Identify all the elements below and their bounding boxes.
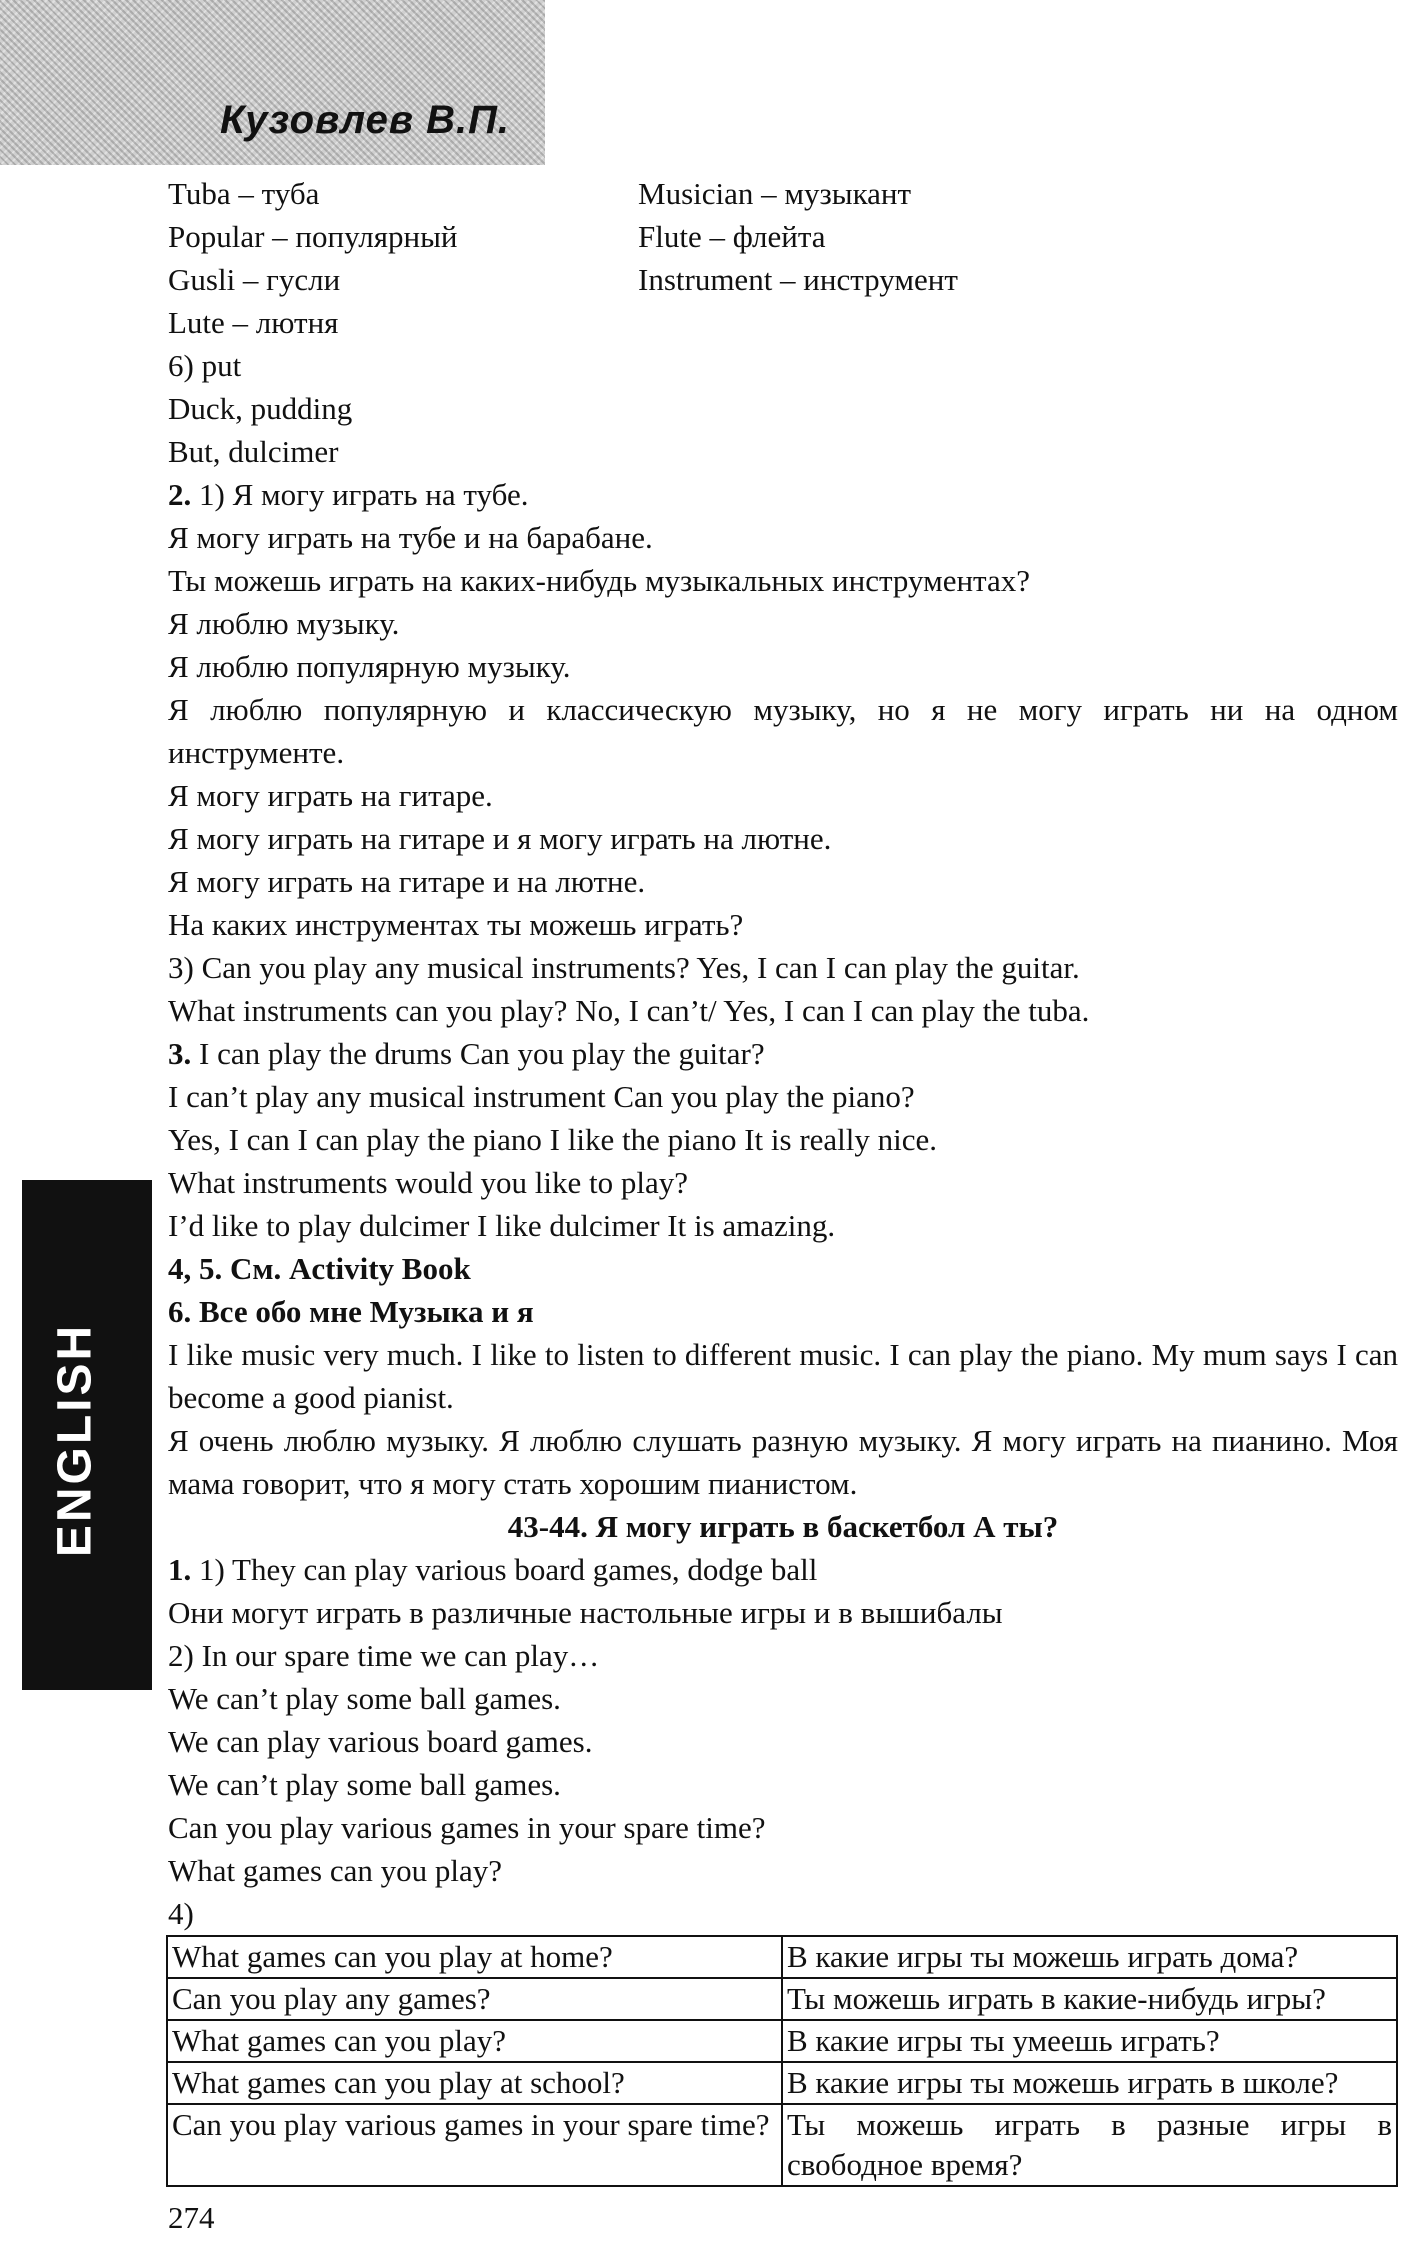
table-row xyxy=(167,1936,1397,1978)
page-number: 274 xyxy=(168,2200,215,2235)
text-line: Я могу играть на гитаре. xyxy=(168,778,493,813)
section-1-first-line xyxy=(168,1548,1398,1591)
task-number: 1. xyxy=(168,1552,192,1587)
task-number: 2. xyxy=(168,477,192,512)
text-line: Я могу играть на тубе и на барабане. xyxy=(168,520,653,555)
task-text: 1) Я могу играть на тубе. xyxy=(191,477,529,512)
table-row xyxy=(167,2020,1397,2062)
text-line: We can’t play some ball games. xyxy=(168,1767,561,1802)
text-line: 3) Can you play any musical instruments? Yes, I can I can play the guitar. xyxy=(168,950,1080,985)
vocab-item: Lute – лютня xyxy=(168,305,339,340)
text-line: На каких инструментах ты можешь играть? xyxy=(168,907,744,942)
vocab-item: Flute – флейта xyxy=(638,219,826,254)
table-row xyxy=(167,1978,1397,2020)
translation-table xyxy=(166,1935,1398,2187)
text-line: Duck, pudding xyxy=(168,391,353,426)
table-row xyxy=(167,2104,1397,2186)
task-6-heading: 6. Все обо мне Музыка и я xyxy=(168,1294,534,1329)
text-line: We can play various board games. xyxy=(168,1724,593,1759)
table-row xyxy=(167,2062,1397,2104)
vocab-item: Musician – музыкант xyxy=(638,176,912,211)
task-3-first-line xyxy=(168,1032,1398,1075)
vocab-list xyxy=(168,172,1398,344)
section-title: 43-44. Я могу играть в баскетбол А ты? xyxy=(507,1509,1059,1544)
text-line: Ты можешь играть на каких-нибудь музыкальных инструментах? xyxy=(168,563,1030,598)
text-line: I can’t play any musical instrument Can you play the piano? xyxy=(168,1079,915,1114)
text-line: What games can you play? xyxy=(168,1853,502,1888)
text-line: But, dulcimer xyxy=(168,434,339,469)
table-cell-en: What games can you play at school? xyxy=(167,2062,782,2104)
vocab-item: Tuba – туба xyxy=(168,176,320,211)
text-line: Yes, I can I can play the piano I like the piano It is really nice. xyxy=(168,1122,938,1157)
text-line: We can’t play some ball games. xyxy=(168,1681,561,1716)
side-tab-label: ENGLISH xyxy=(48,1322,102,1558)
table-cell-en: What games can you play? xyxy=(167,2020,782,2062)
task-text: 1) They can play various board games, dodge ball xyxy=(191,1552,818,1587)
text-line: 2) In our spare time we can play… xyxy=(168,1638,600,1673)
table-cell-ru: В какие игры ты можешь играть дома? xyxy=(782,1936,1397,1978)
text-line: I’d like to play dulcimer I like dulcimer It is amazing. xyxy=(168,1208,836,1243)
table-cell-en: Can you play any games? xyxy=(167,1978,782,2020)
vocab-item: Popular – популярный xyxy=(168,219,458,254)
table-cell-en: What games can you play at home? xyxy=(167,1936,782,1978)
vocab-item: Gusli – гусли xyxy=(168,262,341,297)
table-cell-ru: Ты можешь играть в разные игры в свободное время? xyxy=(782,2104,1397,2186)
task-4-5-heading: 4, 5. См. Activity Book xyxy=(168,1251,471,1286)
text-paragraph-ru: Я очень люблю музыку. Я люблю слушать разную музыку. Я могу играть на пианино. Моя мама говорит, что я могу стать хорошим пианистом. xyxy=(168,1423,1398,1501)
text-line: Я могу играть на гитаре и я могу играть на лютне. xyxy=(168,821,832,856)
text-line: 6) put xyxy=(168,348,242,383)
task-text: I can play the drums Can you play the guitar? xyxy=(191,1036,765,1071)
text-paragraph-en: I like music very much. I like to listen to different music. I can play the piano. My mum says I can become a good pianist. xyxy=(168,1337,1398,1415)
task-number: 3. xyxy=(168,1036,192,1071)
table-cell-en: Can you play various games in your spare time? xyxy=(167,2104,782,2186)
text-paragraph: Я люблю популярную и классическую музыку, но я не могу играть ни на одном инструменте. xyxy=(168,692,1398,770)
text-line: What instruments would you like to play? xyxy=(168,1165,689,1200)
page-content xyxy=(168,172,1398,2187)
vocab-item: Instrument – инструмент xyxy=(638,262,958,297)
text-line: Они могут играть в различные настольные игры и в вышибалы xyxy=(168,1595,1003,1630)
table-cell-ru: В какие игры ты умеешь играть? xyxy=(782,2020,1397,2062)
table-cell-ru: В какие игры ты можешь играть в школе? xyxy=(782,2062,1397,2104)
text-line: Я люблю музыку. xyxy=(168,606,400,641)
text-line: 4) xyxy=(168,1896,194,1931)
text-line: What instruments can you play? No, I can’t/ Yes, I can I can play the tuba. xyxy=(168,993,1090,1028)
text-line: Я могу играть на гитаре и на лютне. xyxy=(168,864,646,899)
header-author: Кузовлев В.П. xyxy=(220,98,511,142)
task-2-first-line xyxy=(168,473,1398,516)
vocab-item xyxy=(638,301,1398,344)
text-line: Can you play various games in your spare time? xyxy=(168,1810,766,1845)
table-cell-ru: Ты можешь играть в какие-нибудь игры? xyxy=(782,1978,1397,2020)
text-line: Я люблю популярную музыку. xyxy=(168,649,571,684)
